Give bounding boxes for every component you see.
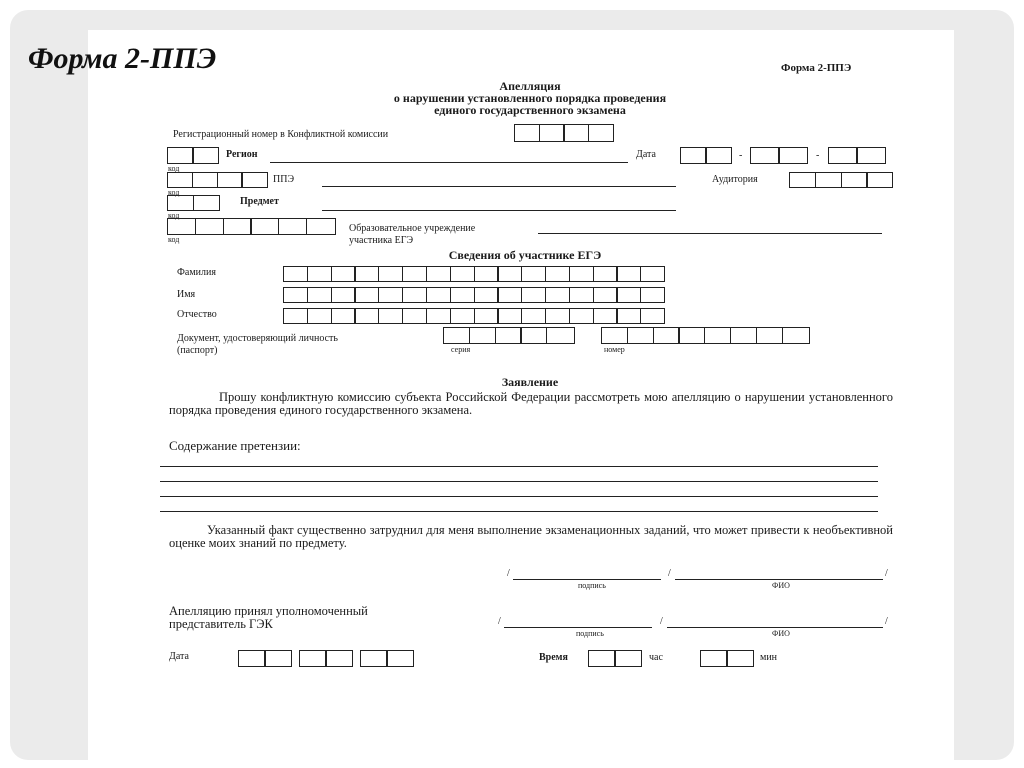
claim-line-1[interactable] <box>160 466 878 467</box>
form-header-line3: единого государственного экзамена <box>434 103 626 117</box>
form-header-line2: о нарушении установленного порядка проведения <box>393 91 667 105</box>
accepted-line1: Апелляцию принял уполномоченный <box>169 604 368 618</box>
bottom-date-month-cells[interactable] <box>299 650 353 667</box>
institution-code-label: код <box>168 235 180 244</box>
participant-sig-slash-2: / <box>668 568 671 579</box>
statement-title: Заявление <box>501 375 559 389</box>
ppe-line[interactable] <box>322 186 676 187</box>
time-label: Время <box>539 652 568 663</box>
accepted-line2: представитель ГЭК <box>169 617 273 631</box>
form-header-line1: Апелляция <box>499 79 561 93</box>
gek-signature-line[interactable] <box>504 627 652 628</box>
claim-line-3[interactable] <box>160 496 878 497</box>
reg-number-label: Регистрационный номер в Конфликтной комиссии <box>173 129 389 140</box>
institution-code-cells[interactable] <box>167 218 341 235</box>
name-label: Имя <box>177 289 196 300</box>
auditorium-cells[interactable] <box>789 172 894 188</box>
institution-line[interactable] <box>538 233 882 234</box>
gek-fio-line[interactable] <box>667 627 883 628</box>
surname-label: Фамилия <box>177 267 216 278</box>
bottom-date-day-cells[interactable] <box>238 650 292 667</box>
gek-sig-slash-2: / <box>660 616 663 627</box>
series-label: серия <box>451 345 471 354</box>
region-code-label: код <box>168 164 180 173</box>
statement-text: Прошу конфликтную комиссию субъекта Российской Федерации рассмотреть мою апелляцию о нарушении установленного порядка проведения единого государственного экзамена. <box>169 390 893 417</box>
participant-sig-slash-3: / <box>885 568 888 579</box>
impact-text: Указанный факт существенно затруднил для меня выполнение экзаменационных заданий, что может привести к необъективной оценке моих знаний по предмету. <box>169 523 893 550</box>
auditorium-label: Аудитория <box>712 174 758 185</box>
surname-cells[interactable] <box>283 266 681 282</box>
claim-line-2[interactable] <box>160 481 878 482</box>
document-label-line1: Документ, удостоверяющий личность <box>177 333 338 344</box>
gek-sig-slash-3: / <box>885 616 888 627</box>
date-month-cells[interactable] <box>750 147 808 164</box>
ppe-code-label: код <box>168 188 180 197</box>
subject-code-label: код <box>168 211 180 220</box>
gek-sig-slash-1: / <box>498 616 501 627</box>
passport-series-cells[interactable] <box>443 327 576 344</box>
ppe-code-cells[interactable] <box>167 172 269 188</box>
date-label: Дата <box>636 149 656 160</box>
date-sep-1: - <box>739 150 743 161</box>
number-label: номер <box>604 345 625 354</box>
gek-fio-label: ФИО <box>772 629 790 638</box>
reg-number-cells[interactable] <box>514 124 614 142</box>
claim-line-4[interactable] <box>160 511 878 512</box>
institution-label-line2: участника ЕГЭ <box>349 235 414 246</box>
minute-label: мин <box>760 652 778 663</box>
claim-content-label: Содержание претензии: <box>169 438 301 453</box>
name-cells[interactable] <box>283 287 681 303</box>
slide-title: Форма 2-ППЭ <box>28 42 217 75</box>
bottom-date-year-cells[interactable] <box>360 650 414 667</box>
form-corner-label: Форма 2-ППЭ <box>781 62 852 74</box>
participant-fio-label: ФИО <box>772 581 790 590</box>
subject-line[interactable] <box>322 210 676 211</box>
participant-signature-label: подпись <box>578 581 606 590</box>
bottom-date-label: Дата <box>169 651 189 662</box>
participant-section-title: Сведения об участнике ЕГЭ <box>448 248 602 262</box>
patronymic-cells[interactable] <box>283 308 681 324</box>
region-line[interactable] <box>270 162 628 163</box>
patronymic-label: Отчество <box>177 309 217 320</box>
date-sep-2: - <box>816 150 820 161</box>
region-code-cells[interactable] <box>167 147 219 164</box>
region-label: Регион <box>226 149 258 160</box>
ppe-label: ППЭ <box>273 174 295 185</box>
participant-signature-line[interactable] <box>513 579 661 580</box>
subject-code-cells[interactable] <box>167 195 220 211</box>
subject-label: Предмет <box>240 196 279 207</box>
participant-fio-line[interactable] <box>675 579 883 580</box>
date-day-cells[interactable] <box>680 147 732 164</box>
hour-label: час <box>649 652 663 663</box>
institution-label-line1: Образовательное учреждение <box>349 223 476 234</box>
date-year-cells[interactable] <box>828 147 886 164</box>
gek-signature-label: подпись <box>576 629 604 638</box>
minute-cells[interactable] <box>700 650 754 667</box>
document-label-line2: (паспорт) <box>177 345 218 356</box>
passport-number-cells[interactable] <box>601 327 812 344</box>
hour-cells[interactable] <box>588 650 642 667</box>
participant-sig-slash-1: / <box>507 568 510 579</box>
